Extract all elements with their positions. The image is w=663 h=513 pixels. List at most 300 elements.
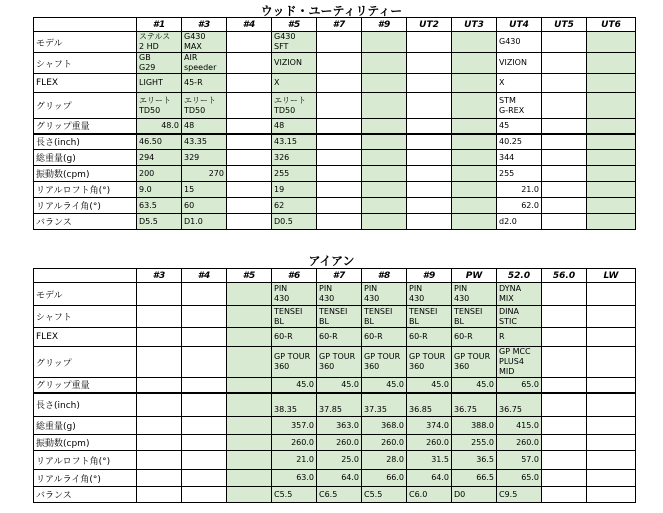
column-header: #5 [227,269,272,283]
column-header: #7 [317,18,362,32]
column-header: #5 [272,18,317,32]
table-cell [137,166,182,182]
cell-value: エリート TD50 [184,95,216,115]
table-cell [407,134,452,150]
cell-value: R [499,332,505,341]
cell-value: エリート TD50 [274,95,306,115]
table-cell [272,198,317,214]
cell-value: C9.5 [499,489,518,499]
table-cell [137,378,182,393]
table-cell [227,198,272,214]
table-row [34,347,636,378]
table-cell [362,393,407,417]
table-cell [497,306,542,328]
table-row [34,393,636,417]
cell-value: 45.0 [341,379,359,389]
table-cell [542,328,587,347]
table-cell [272,283,317,306]
table-cell [317,93,362,119]
cell-value: 60 [184,200,195,210]
table-cell [317,166,362,182]
cell-value: PIN 430 [319,284,335,303]
table-cell [407,166,452,182]
table-cell [227,435,272,451]
iron-title: アイアン [308,254,355,268]
cell-value: 45.0 [386,379,404,389]
table-cell [317,32,362,53]
cell-value: 31.5 [431,455,449,464]
table-cell [272,470,317,487]
cell-value: 260.0 [516,437,539,447]
cell-value: 37.85 [319,404,342,414]
table-cell [587,74,636,93]
table-cell [452,306,497,328]
table-cell [587,182,636,198]
table-cell [452,74,497,93]
table-cell [317,435,362,451]
row-label: シャフト [34,306,137,328]
cell-value: PIN 430 [364,284,380,303]
table-cell [542,378,587,393]
table-cell [497,119,542,134]
table-cell [137,53,182,74]
cell-value: AIR speeder [184,53,217,72]
table-cell [182,93,227,119]
cell-value: 45-R [184,78,203,87]
cell-value: TENSEI BL [274,306,303,326]
cell-value: 66.0 [386,473,404,482]
cell-value: 48.0 [161,120,179,130]
table-cell [272,347,317,378]
table-cell [452,134,497,150]
row-label: シャフト [34,53,137,74]
row-label: リアルライ角(°) [34,198,137,214]
table-cell [497,182,542,198]
table-cell [272,166,317,182]
column-header: UT2 [407,18,452,32]
cell-value: G430 SFT [274,32,296,51]
table-cell [362,435,407,451]
cell-value: 65.0 [521,379,539,389]
cell-value: X [274,78,280,87]
cell-value: 21.0 [296,455,314,464]
table-cell [137,182,182,198]
table-cell [272,32,317,53]
cell-value: 260.0 [291,437,314,447]
table-cell [452,470,497,487]
table-row [34,53,636,74]
table-cell [227,182,272,198]
table-cell [542,214,587,230]
table-row [34,182,636,198]
column-header: UT5 [542,18,587,32]
table-cell [407,328,452,347]
cell-value: 45.0 [296,379,314,389]
cell-value: 36.75 [454,404,477,414]
table-cell [542,74,587,93]
table-cell [137,283,182,306]
table-cell [407,53,452,74]
table-cell [227,470,272,487]
row-label: グリップ [34,347,137,378]
table-cell [452,328,497,347]
table-row [34,283,636,306]
table-cell [182,150,227,166]
cell-value: D5.5 [139,216,158,226]
table-cell [497,32,542,53]
cell-value: PIN 430 [274,284,290,303]
row-label: リアルライ角(°) [34,470,137,487]
cell-value: ステルス 2 HD [139,32,171,51]
row-label: グリップ重量 [34,119,137,134]
table-cell [587,283,636,306]
table-cell [317,393,362,417]
table-cell [227,74,272,93]
table-cell [227,417,272,435]
cell-value: 43.35 [184,136,207,146]
table-cell [407,487,452,503]
column-header: #1 [137,18,182,32]
cell-value: 45.0 [431,379,449,389]
column-header: #9 [407,269,452,283]
table-cell [407,451,452,470]
table-cell [587,166,636,182]
table-cell [542,487,587,503]
table-cell [317,198,362,214]
table-cell [182,328,227,347]
table-cell [587,328,636,347]
table-cell [497,283,542,306]
table-cell [362,214,407,230]
table-cell [497,417,542,435]
table-cell [182,182,227,198]
cell-value: 19 [274,184,285,194]
table-cell [137,328,182,347]
table-cell [407,93,452,119]
cell-value: LIGHT [139,78,163,87]
table-cell [317,182,362,198]
column-header: #4 [182,269,227,283]
table-cell [407,150,452,166]
cell-value: D0 [454,489,466,499]
table-cell [587,198,636,214]
cell-value: 255 [274,168,290,178]
row-label: グリップ重量 [34,378,137,393]
table-cell [272,93,317,119]
column-header: #4 [227,18,272,32]
cell-value: X [499,78,505,87]
table-cell [227,378,272,393]
table-cell [542,451,587,470]
table-cell [497,53,542,74]
table-cell [182,487,227,503]
table-cell [542,182,587,198]
table-cell [497,134,542,150]
column-header: 52.0 [497,269,542,283]
table-cell [362,166,407,182]
table-cell [362,74,407,93]
table-cell [317,470,362,487]
table-cell [587,306,636,328]
table-cell [542,417,587,435]
table-cell [227,347,272,378]
cell-value: 25.0 [341,455,359,464]
table-cell [587,451,636,470]
table-cell [137,435,182,451]
table-cell [407,417,452,435]
cell-value: 388.0 [471,420,494,430]
table-cell [497,328,542,347]
cell-value: 363.0 [336,420,359,430]
table-row [34,119,636,134]
cell-value: 36.75 [499,404,522,414]
table-cell [362,487,407,503]
cell-value: 368.0 [381,420,404,430]
table-cell [452,53,497,74]
table-cell [227,53,272,74]
row-label: バランス [34,487,137,503]
table-cell [587,119,636,134]
table-cell [182,451,227,470]
table-cell [227,306,272,328]
table-cell [227,32,272,53]
table-cell [362,283,407,306]
table-cell [182,53,227,74]
cell-value: 21.0 [521,184,539,194]
table-cell [272,214,317,230]
cell-value: C6.0 [409,489,428,499]
table-cell [497,435,542,451]
table-cell [137,417,182,435]
table-cell [452,435,497,451]
cell-value: 66.5 [476,473,494,482]
table-row [34,328,636,347]
wood-table [33,17,636,230]
table-cell [137,393,182,417]
table-cell [137,198,182,214]
table-cell [452,93,497,119]
table-cell [182,214,227,230]
table-cell [362,182,407,198]
cell-value: GP MCC PLUS4 MID [499,347,531,376]
table-cell [272,417,317,435]
column-header: #3 [137,269,182,283]
table-cell [452,182,497,198]
table-cell [362,347,407,378]
cell-value: 48 [274,120,285,130]
cell-value: D1.0 [184,216,203,226]
table-cell [182,347,227,378]
cell-value: TENSEI BL [409,306,438,326]
table-cell [542,93,587,119]
table-row [34,150,636,166]
cell-value: 36.85 [409,404,432,414]
cell-value: C5.5 [274,489,293,499]
cell-value: 260.0 [336,437,359,447]
table-cell [137,119,182,134]
row-label: 長さ(inch) [34,393,137,417]
row-label: 振動数(cpm) [34,435,137,451]
table-cell [542,435,587,451]
table-cell [362,134,407,150]
table-cell [137,214,182,230]
cell-value: 374.0 [426,420,449,430]
cell-value: 60-R [409,332,428,341]
table-cell [587,470,636,487]
table-cell [542,119,587,134]
table-cell [587,32,636,53]
table-cell [317,328,362,347]
cell-value: 329 [184,152,200,162]
cell-value: 60-R [274,332,293,341]
cell-value: PIN 430 [409,284,425,303]
table-cell [542,393,587,417]
table-cell [542,283,587,306]
table-cell [317,74,362,93]
table-cell [137,487,182,503]
column-header: #8 [362,269,407,283]
table-cell [272,393,317,417]
table-cell [587,378,636,393]
table-cell [317,119,362,134]
table-cell [227,134,272,150]
cell-value: 260.0 [381,437,404,447]
cell-value: DINA STIC [499,306,519,326]
row-label: 総重量(g) [34,417,137,435]
cell-value: 62 [274,200,285,210]
row-label: リアルロフト角(°) [34,182,137,198]
table-cell [272,53,317,74]
table-cell [317,417,362,435]
table-cell [587,487,636,503]
wood-title: ウッド・ユーティリティー [260,4,403,18]
cell-value: 255 [499,168,515,178]
table-cell [497,451,542,470]
cell-value: 63.0 [296,473,314,482]
cell-value: 15 [184,184,195,194]
table-cell [452,347,497,378]
table-cell [542,470,587,487]
table-cell [182,393,227,417]
table-cell [362,32,407,53]
table-cell [137,74,182,93]
table-cell [227,119,272,134]
cell-value: 62.0 [521,200,539,210]
cell-value: 60-R [319,332,338,341]
table-cell [407,119,452,134]
cell-value: 270 [208,168,224,178]
table-row [34,378,636,393]
table-cell [452,119,497,134]
table-cell [137,134,182,150]
cell-value: 64.0 [431,473,449,482]
cell-value: 200 [139,168,155,178]
table-cell [317,53,362,74]
table-cell [407,306,452,328]
cell-value: 57.0 [521,455,539,464]
table-row [34,435,636,451]
table-cell [182,283,227,306]
cell-value: 415.0 [516,420,539,430]
table-cell [317,306,362,328]
table-cell [227,393,272,417]
table-cell [137,470,182,487]
table-cell [452,32,497,53]
table-cell [317,451,362,470]
cell-value: 48 [184,120,195,130]
row-label: FLEX [34,328,137,347]
table-cell [407,214,452,230]
cell-value: G430 [499,37,521,46]
table-cell [362,451,407,470]
row-label: リアルロフト角(°) [34,451,137,470]
table-cell [497,93,542,119]
table-cell [362,470,407,487]
table-row [34,487,636,503]
table-cell [182,306,227,328]
table-cell [497,198,542,214]
row-label: グリップ [34,93,137,119]
table-cell [452,198,497,214]
cell-value: TENSEI BL [364,306,393,326]
cell-value: 326 [274,152,290,162]
table-cell [542,150,587,166]
table-cell [227,283,272,306]
table-row [34,470,636,487]
cell-value: 357.0 [291,420,314,430]
table-cell [317,378,362,393]
table-cell [317,214,362,230]
table-cell [587,417,636,435]
table-cell [227,487,272,503]
table-cell [137,347,182,378]
table-cell [407,283,452,306]
column-header: #3 [182,18,227,32]
table-cell [227,451,272,470]
cell-value: 38.35 [274,404,297,414]
cell-value: STM G-REX [499,95,525,115]
table-cell [587,347,636,378]
table-cell [542,166,587,182]
cell-value: エリート TD50 [139,95,171,115]
table-row [34,74,636,93]
column-header: PW [452,269,497,283]
table-cell [407,393,452,417]
table-cell [587,150,636,166]
table-cell [587,393,636,417]
table-cell [497,214,542,230]
table-row [34,32,636,53]
table-cell [317,487,362,503]
table-cell [272,74,317,93]
table-cell [407,435,452,451]
table-cell [587,53,636,74]
table-row [34,198,636,214]
table-cell [137,150,182,166]
table-cell [452,166,497,182]
table-cell [182,198,227,214]
header-corner [34,269,137,283]
cell-value: 60-R [364,332,383,341]
table-cell [497,347,542,378]
table-row [34,134,636,150]
table-cell [272,182,317,198]
column-header: #6 [272,269,317,283]
table-cell [587,134,636,150]
cell-value: PIN 430 [454,284,470,303]
table-cell [182,470,227,487]
cell-value: GP TOUR 360 [364,352,401,371]
